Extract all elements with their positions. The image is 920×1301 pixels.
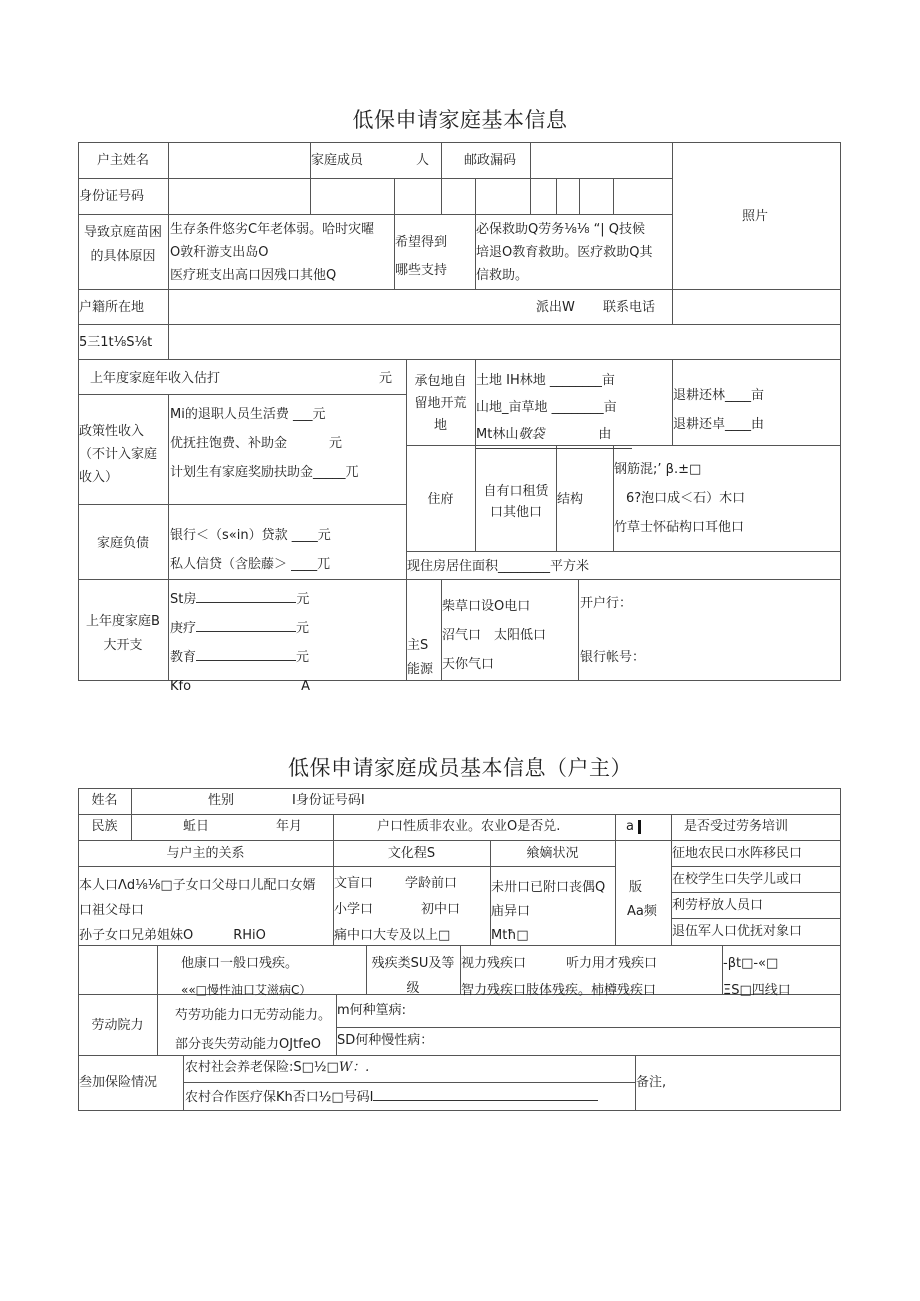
land-label-3: 地 bbox=[433, 418, 447, 433]
marital-label: 飨嫡状况 bbox=[526, 846, 579, 861]
bank-label[interactable]: 开户行： bbox=[580, 596, 633, 611]
head-name-label: 户主姓名 bbox=[96, 153, 149, 168]
support-options[interactable]: 必保救助Q劳务⅛⅛ “| Q技候 培退O教育救助。医疗救助Q其 信救助。 bbox=[476, 222, 653, 283]
annual-income-unit: 元 bbox=[379, 371, 393, 386]
gender-label: 性别 bbox=[208, 793, 235, 808]
head-name-field[interactable] bbox=[170, 146, 308, 176]
hukou-label: 户籍所在地 bbox=[79, 300, 145, 315]
form2-title: 低保申请家庭成员基本信息（户主） bbox=[288, 756, 632, 780]
disability-label-2: 级 bbox=[406, 981, 420, 996]
id-number-field[interactable] bbox=[170, 182, 670, 212]
category-option-3[interactable]: 利劳杼放人员口 bbox=[672, 898, 764, 913]
member-id-label: I身份证号码I bbox=[292, 793, 365, 808]
a-label: a bbox=[626, 819, 634, 834]
category-option-1[interactable]: 征地农民口水阵移民口 bbox=[672, 846, 803, 861]
training-label: 是否受过劳务培训 bbox=[684, 819, 789, 834]
category-option-2[interactable]: 在校学生口失学儿或口 bbox=[672, 872, 803, 887]
policy-label-3: 收入） bbox=[79, 470, 119, 485]
policy-label-1: 政策性收入 bbox=[79, 424, 145, 439]
reason-options[interactable]: 生存条件悠劣C年老体弱。哈时灾曜 O敦秆游支出岛O 医疗班支出高口因残口其他Q bbox=[170, 222, 375, 283]
marital-options[interactable]: 未卅口已附口丧偶Q 庙异口 Mtħ□ bbox=[491, 880, 606, 943]
category-option-4[interactable]: 退伍军人口优抚对象口 bbox=[672, 924, 803, 939]
name-label: 姓名 bbox=[91, 793, 118, 808]
health-options[interactable]: 他康口一般口残疾。 ««□慢性油口艾滋病C） bbox=[181, 956, 312, 997]
energy-label-1: 主S bbox=[407, 638, 429, 653]
structure-label: 结构 bbox=[557, 492, 584, 507]
debt-label: 家庭负债 bbox=[96, 536, 149, 551]
relation-options[interactable]: 本人口Λd⅛⅛□子女口父母口儿配口女婿 口祖父母口 孙子女口兄弟姐妹O RHiO bbox=[79, 878, 316, 943]
members-unit: 人 bbox=[416, 153, 430, 168]
postcode-label: 邮政漏码 bbox=[464, 153, 517, 168]
text-cursor-mark bbox=[638, 820, 641, 834]
reason-label-2: 的具体原因 bbox=[90, 249, 156, 264]
support-label-1: 希望得到 bbox=[395, 235, 448, 250]
phone-field[interactable] bbox=[674, 293, 838, 321]
mid-label-1: 版 bbox=[629, 880, 643, 895]
pension-insurance[interactable]: 农村社会养老保险:S□½□W：. bbox=[185, 1060, 370, 1075]
year-month-label: 年月 bbox=[276, 819, 303, 834]
serious-illness-field[interactable]: m何种篁病: bbox=[337, 1003, 407, 1018]
members-label: 家庭成员 bbox=[311, 153, 364, 168]
education-options[interactable]: 文盲口 学龄前口 小学口 初中口 痛中口大专及以上□ bbox=[334, 876, 461, 943]
energy-label-2: 能源 bbox=[407, 662, 434, 677]
land-label-2: 留地开荒 bbox=[414, 396, 467, 411]
birth-label: 蚯日 bbox=[183, 819, 210, 834]
housing-label: 住府 bbox=[427, 492, 454, 507]
hukou-type-options[interactable]: 户口性质非农业。农业O是否兑. bbox=[377, 819, 561, 834]
land-label-1: 承包地自 bbox=[414, 374, 467, 389]
address-field[interactable] bbox=[170, 328, 838, 356]
debt-details[interactable]: 银行＜（s«in）贷款 ____元 私人信贷（含脍藤＞ ____兀 bbox=[170, 528, 331, 572]
land-details[interactable]: 土地 IH林地 ________亩 山地_亩草地 ________亩 Mt林山敬袋 由 bbox=[476, 367, 632, 449]
expense-label-2: 大开支 bbox=[103, 638, 143, 653]
postcode-field[interactable] bbox=[532, 146, 670, 176]
education-label: 文化程S bbox=[387, 846, 436, 861]
labor-label: 劳动院力 bbox=[91, 1018, 144, 1033]
energy-options[interactable]: 柴草口设O电口 沼气口 太阳低口 天你气口 bbox=[442, 599, 547, 672]
medical-insurance[interactable]: 农村合作医疗保Kh否口½□号码I bbox=[185, 1088, 598, 1106]
address-label: 5三1t⅛S⅛t bbox=[79, 335, 153, 350]
chronic-illness-field[interactable]: SD何种慢性病： bbox=[337, 1033, 434, 1048]
policy-label-2: （不计入家庭 bbox=[79, 447, 158, 462]
policy-income-details[interactable]: Mi的退职人员生活费 ___元 优抚拄饱费、补助金 元 计划生有家庭奖励扶助金_____兀 bbox=[170, 407, 359, 480]
photo-label: 照片 bbox=[742, 209, 769, 224]
expense-details[interactable]: St房 元 庚疗 元 教育 元 Kfo A bbox=[170, 592, 310, 694]
support-label-2: 哪些支持 bbox=[395, 263, 448, 278]
living-area[interactable]: 现住房居住面积________平方米 bbox=[407, 559, 590, 574]
disability-grade-options[interactable]: -βt□-«□ ΞS□四线口 bbox=[723, 956, 791, 998]
account-label[interactable]: 银行帐号： bbox=[580, 650, 646, 665]
reason-label-1: 导致京庭苗困 bbox=[83, 225, 162, 240]
structure-options[interactable]: 钢筋混;’ β.±□ 6?泡口成＜石）木口 竹草士怀砧构口耳他口 bbox=[614, 462, 746, 535]
mid-label-2: Aa频 bbox=[627, 904, 657, 919]
labor-options[interactable]: 芍劳功能力口无劳动能力。 部分丧失劳动能力OJtfeO bbox=[175, 1008, 332, 1052]
id-label: 身份证号码 bbox=[79, 189, 145, 204]
return-farmland[interactable]: 退耕还林____亩 退耕还卓____由 bbox=[673, 388, 765, 432]
remarks-label: 备注, bbox=[636, 1075, 667, 1090]
ethnicity-label: 民族 bbox=[91, 819, 118, 834]
relation-label: 与户主的关系 bbox=[166, 846, 245, 861]
disability-label-1: 残疾类SU及等 bbox=[371, 956, 455, 971]
disability-options[interactable]: 视力残疾口 听力用才残疾口 智力残疾口肢体残疾。柿樽残疾口 bbox=[461, 956, 658, 998]
expense-label-1: 上年度家庭B bbox=[86, 614, 160, 629]
ownership-options[interactable]: 自有口租赁 口其他口 bbox=[483, 484, 549, 520]
insurance-label: 叁加保险情况 bbox=[79, 1075, 158, 1090]
form1-title: 低保申请家庭基本信息 bbox=[352, 108, 568, 132]
annual-income-label: 上年度家庭年收入估打 bbox=[90, 371, 221, 386]
phone-label: 联系电话 bbox=[603, 300, 656, 315]
police-station-label: 派出W bbox=[536, 300, 575, 315]
